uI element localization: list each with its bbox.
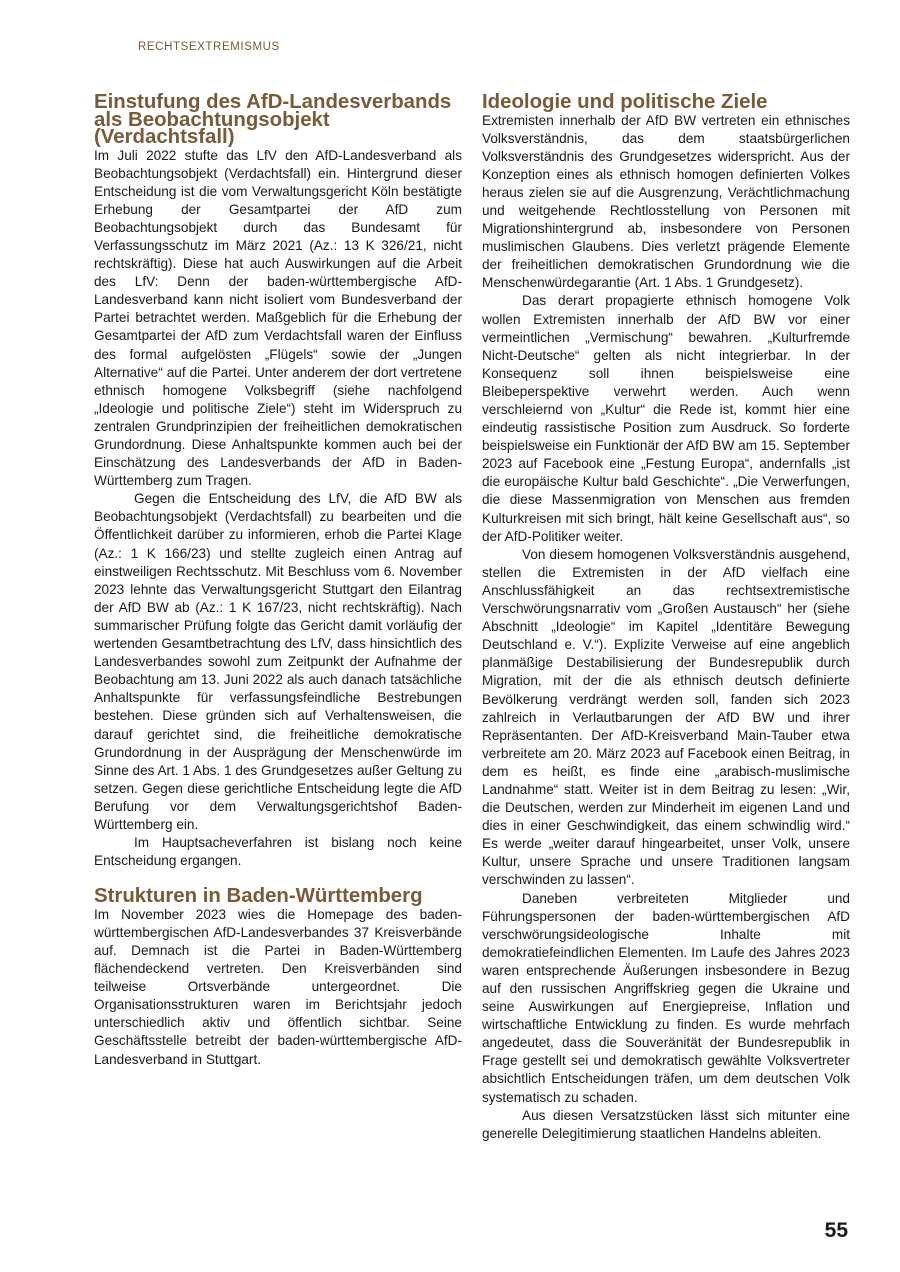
- paragraph: Gegen die Entscheidung des LfV, die AfD BW als Beobachtungsobjekt (Verdachtsfall) zu bearbeiten und die Öffentlichkeit darüber zu informieren, erhob die Partei Klage (Az.: 1 K 166/23) und stellte zugleich einen Antrag auf einstweiligen Rechtsschutz. Mit Beschluss vom 6. November 2023 lehnte das Verwaltungsgericht Stuttgart den Eilantrag der AfD BW ab (Az.: 1 K 167/23, nicht rechtskräftig). Nach summarischer Prüfung folgte das Gericht damit vorläufig der wertenden Gesamtbetrachtung des LfV, dass hinsichtlich des Landesverbandes sowohl zum Zeitpunkt der Aufnahme der Beobachtung am 13. Juni 2022 als auch danach tatsächliche Anhaltspunkte für verfassungsfeindliche Bestrebungen bestehen. Diese gründen sich auf Verhaltensweisen, die darauf gerichtet sind, die freiheitliche demokratische Grundordnung in der Ausprägung der Menschenwürde im Sinne des Art. 1 Abs. 1 des Grundgesetzes außer Geltung zu setzen. Gegen diese gerichtliche Entscheidung legte die AfD Berufung vor dem Verwaltungsgerichtshof Baden-Württemberg ein.: [94, 491, 463, 832]
- section-heading-ideologie: Ideologie und politische Ziele: [482, 91, 768, 113]
- paragraph: Von diesem homogenen Volksverständnis ausgehend, stellen die Extremisten in der AfD vielfach eine Anschlussfähigkeit an das rechtsextremistische Verschwörungsnarrativ vom „Großen Austausch“ her (siehe Abschnitt „Ideologie“ im Kapitel „Identitäre Bewegung Deutschland e. V.“). Explizite Verweise auf eine angeblich planmäßige Destabilisierung der Bundesrepublik durch Migration, mit der die als ethnisch deutsch definierte Bevölkerung verdrängt werden soll, fanden sich 2023 zahlreich in Verlautbarungen der AfD BW und ihrer Repräsentanten. Der AfD-Kreisverband Main-Tauber etwa verbreitete am 20. März 2023 auf Facebook einen Beitrag, in dem es heißt, es finde eine „arabisch-muslimische Landnahme“ statt. Weiter ist in dem Beitrag zu lesen: „Wir, die Deutschen, werden zur Minderheit im eigenen Land und dies in einer Geschwindigkeit, das einem schwindlig wird.“ Es werde „weiter darauf hingearbeitet, unser Volk, unsere Kultur, unsere Sprache und unsere Traditionen langsam verschwinden zu lassen“.: [482, 546, 850, 888]
- paragraph: Daneben verbreiteten Mitglieder und Führungspersonen der baden-württembergischen AfD verschwörungsideologische Inhalte mit demokratiefeindlichen Elementen. Im Laufe des Jahres 2023 waren entsprechende Äußerungen insbesondere in Bezug auf den russischen Angriffskrieg gegen die Ukraine und seine Auswirkungen auf Energiepreise, Inflation und wirtschaftliche Entwicklung zu finden. Es wurde mehrfach angedeutet, dass die Souveränität der Bundesrepublik in Frage gestellt sei und demokratisch gewählte Volksvertreter absichtlich Entscheidungen träfen, um dem deutschen Volk systematisch zu schaden.: [482, 890, 850, 1105]
- left-column: [94, 91, 463, 1069]
- heading-line-1: Einstufung des AfD-Landesverbands: [94, 91, 452, 113]
- paragraph: Im Hauptsacheverfahren ist bislang noch keine Entscheidung ergangen.: [94, 835, 462, 869]
- paragraph: Im Juli 2022 stufte das LfV den AfD-Landesverband als Beobachtungsobjekt (Verdachtsfall) ein. Hintergrund dieser Entscheidung ist die vom Verwaltungsgericht Köln bestätigte Erhebung der Gesamtpartei der AfD zum Beobachtungsobjekt durch das Bundesamt für Verfassungsschutz im März 2021 (Az.: 13 K 326/21, nicht rechtskräftig). Diese hat auch Auswirkungen auf die Arbeit des LfV: Denn der baden-württembergische AfD-Landesverband kann nicht isoliert vom Bundesverband der Partei betrachtet werden. Maßgeblich für die Erhebung der Gesamtpartei der AfD zum Verdachtsfall waren der Einfluss des formal aufgelösten „Flügels“ sowie der „Jungen Alternative“ auf die Partei. Unter anderem der dort vertretene ethnisch homogene Volksbegriff (siehe nachfolgend „Ideologie und politische Ziele“) steht im Widerspruch zu zentralen Grundprinzipien der freiheitlichen demokratischen Grundordnung. Diese Anhaltspunkte kommen auch bei der Einschätzung des Landesverbands der AfD in Baden-Württemberg zum Tragen.: [94, 147, 462, 489]
- right-column: [482, 91, 850, 1143]
- paragraph: Das derart propagierte ethnisch homogene Volk wollen Extremisten innerhalb der AfD BW vor einer vermeintlichen „Vermischung“ bewahren. „Kulturfremde Nicht-Deutsche“ gelten als nicht integrierbar. In der Konsequenz soll ihnen beispielsweise eine Bleibeperspektive verwehrt werden. Auch wenn verschleiernd von „Kultur“ die Rede ist, kommt hier eine eindeutig rassistische Position zum Ausdruck. So forderte beispielsweise ein Funktionär der AfD BW am 15. September 2023 auf Facebook eine „Festung Europa“, andernfalls „ist die europäische Kultur bald Geschichte“. „Die Verwerfungen, die diese Massenmigration von Menschen aus fremden Kulturkreisen mit sich bringt, hält keine Gesellschaft aus“, so der AfD-Politiker weiter.: [482, 293, 850, 544]
- running-head: RECHTSEXTREMISMUS: [138, 41, 280, 53]
- paragraph: Im November 2023 wies die Homepage des baden-württembergischen AfD-Landesverbandes 37 Kreisverbände auf. Demnach ist die Partei in Baden-Württemberg flächendeckend vertreten. Den Kreisverbänden sind teilweise Ortsverbände untergeordnet. Die Organisationsstrukturen waren im Berichtsjahr jedoch unterschiedlich aktiv und öffentlich sichtbar. Seine Geschäftsstelle betreibt der baden-württembergische AfD-Landesverband in Stuttgart.: [94, 906, 462, 1067]
- section-heading-strukturen: Strukturen in Baden-Württemberg: [94, 885, 423, 908]
- page-number: 55: [824, 1219, 848, 1242]
- paragraph: Extremisten innerhalb der AfD BW vertreten ein ethnisches Volksverständnis, das dem staatsbürgerlichen Volksverständnis des Grundgesetzes widerspricht. Aus der Konzeption eines als ethnisch homogen definierten Volkes heraus zielen sie auf die Ausgrenzung, Verächtlichmachung und weitgehende Rechtlosstellung von Personen mit Migrationshintergrund ab, insbesondere von Personen muslimischen Glaubens. Dies verletzt prägende Elemente der freiheitlichen demokratischen Grundordnung wie die Menschenwürdegarantie (Art. 1 Abs. 1 Grundgesetz).: [482, 112, 850, 291]
- section-heading-einstufung: [94, 91, 462, 148]
- paragraph: Aus diesen Versatzstücken lässt sich mitunter eine generelle Delegitimierung staatlichen Handelns ableiten.: [482, 1107, 850, 1141]
- heading-line-2: als Beobachtungsobjekt (Verdachtsfall): [94, 108, 330, 148]
